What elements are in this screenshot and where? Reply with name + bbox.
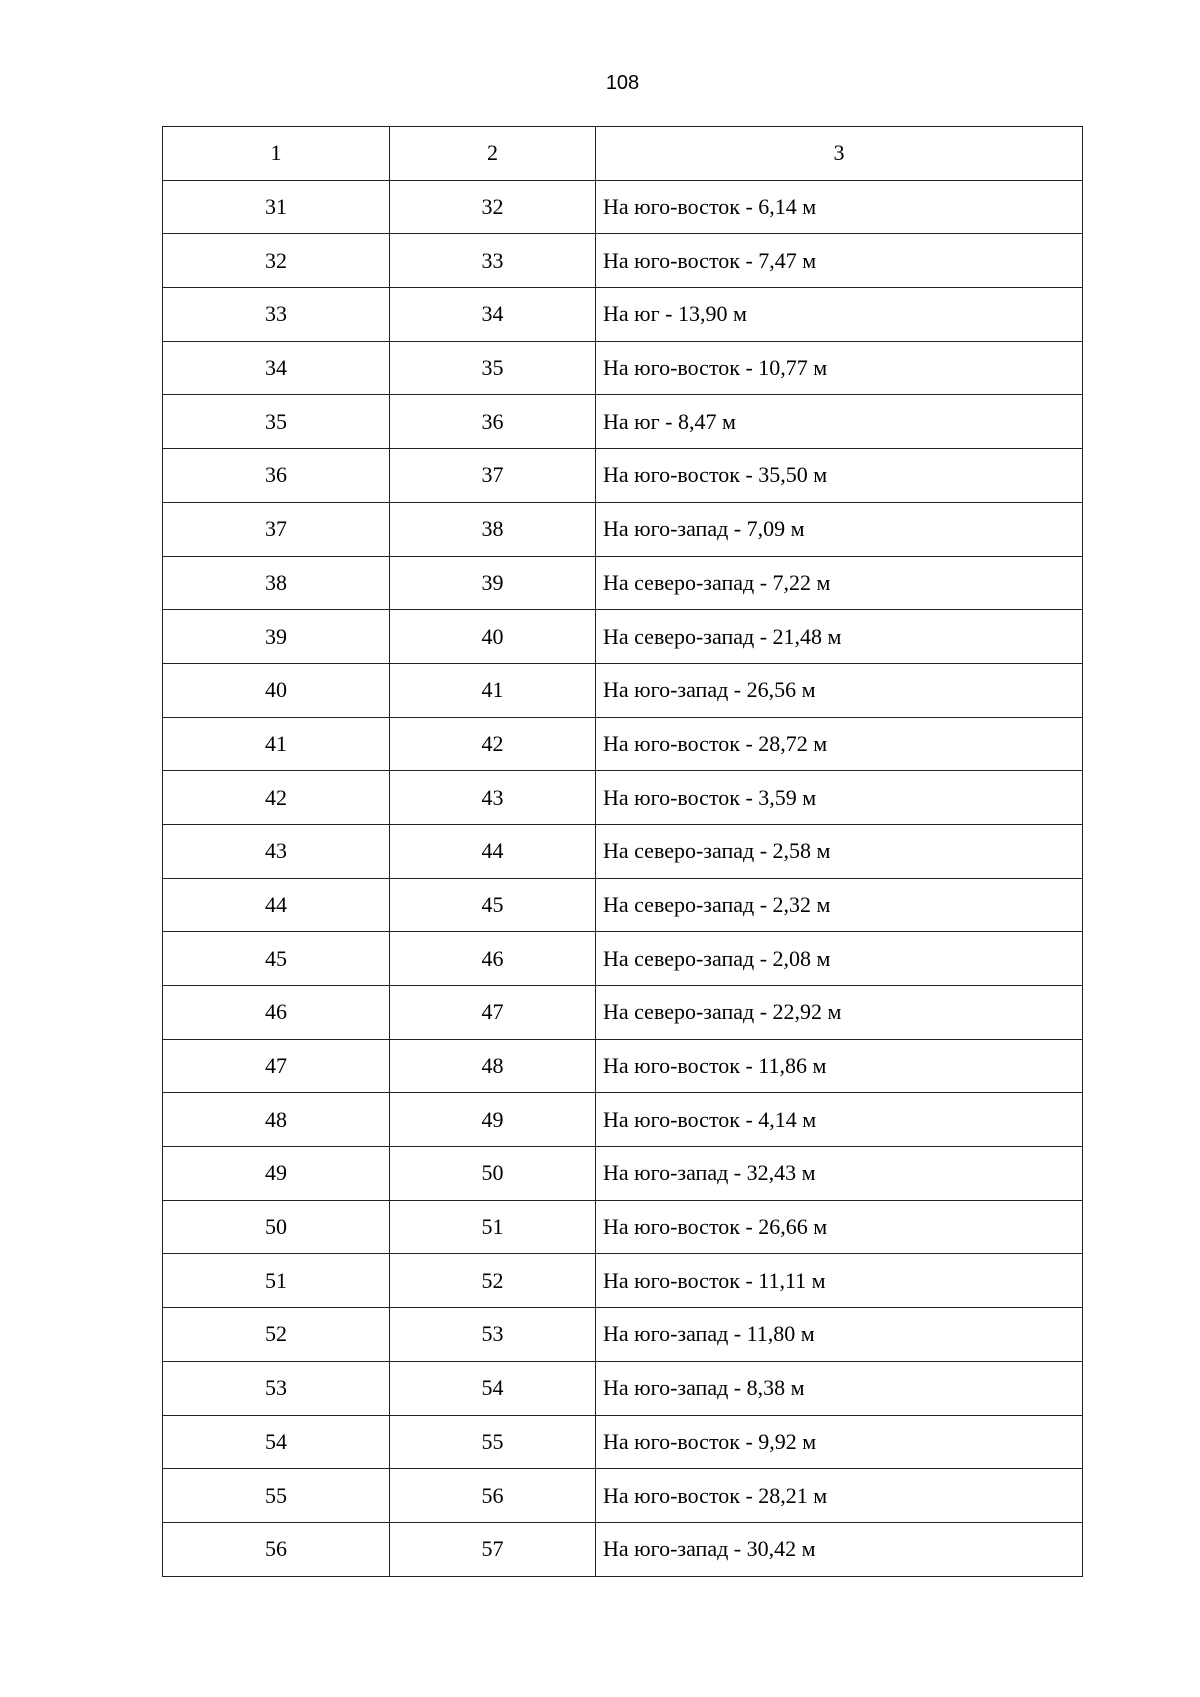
to-point-cell: 52 [390,1254,596,1308]
column-header-3: 3 [596,127,1083,181]
table-row [163,180,1083,234]
direction-distance-cell: На северо-запад - 22,92 м [596,986,1083,1040]
table-row [163,1415,1083,1469]
direction-distance-cell: На юго-восток - 7,47 м [596,234,1083,288]
from-point-cell: 33 [163,288,390,342]
table-row [163,1469,1083,1523]
direction-distance-cell: На юго-запад - 8,38 м [596,1361,1083,1415]
direction-distance-cell: На юго-восток - 6,14 м [596,180,1083,234]
table-row [163,1308,1083,1362]
direction-distance-cell: На северо-запад - 2,32 м [596,878,1083,932]
direction-distance-cell: На юго-восток - 9,92 м [596,1415,1083,1469]
table-row [163,878,1083,932]
to-point-cell: 40 [390,610,596,664]
to-point-cell: 44 [390,824,596,878]
table-row [163,610,1083,664]
direction-distance-cell: На юго-восток - 28,21 м [596,1469,1083,1523]
to-point-cell: 34 [390,288,596,342]
from-point-cell: 44 [163,878,390,932]
from-point-cell: 32 [163,234,390,288]
direction-distance-cell: На северо-запад - 21,48 м [596,610,1083,664]
to-point-cell: 41 [390,663,596,717]
table-row [163,502,1083,556]
table-row [163,663,1083,717]
direction-distance-cell: На северо-запад - 2,58 м [596,824,1083,878]
from-point-cell: 31 [163,180,390,234]
from-point-cell: 54 [163,1415,390,1469]
direction-distance-cell: На юг - 13,90 м [596,288,1083,342]
from-point-cell: 55 [163,1469,390,1523]
direction-distance-cell: На юго-восток - 4,14 м [596,1093,1083,1147]
to-point-cell: 46 [390,932,596,986]
to-point-cell: 35 [390,341,596,395]
from-point-cell: 36 [163,449,390,503]
column-header-1: 1 [163,127,390,181]
direction-distance-cell: На юго-восток - 10,77 м [596,341,1083,395]
direction-distance-cell: На юго-восток - 3,59 м [596,771,1083,825]
to-point-cell: 47 [390,986,596,1040]
table-row [163,1254,1083,1308]
to-point-cell: 57 [390,1522,596,1576]
to-point-cell: 43 [390,771,596,825]
from-point-cell: 45 [163,932,390,986]
from-point-cell: 51 [163,1254,390,1308]
from-point-cell: 41 [163,717,390,771]
direction-distance-cell: На юго-запад - 32,43 м [596,1147,1083,1201]
from-point-cell: 42 [163,771,390,825]
direction-distance-cell: На юго-запад - 11,80 м [596,1308,1083,1362]
from-point-cell: 40 [163,663,390,717]
from-point-cell: 56 [163,1522,390,1576]
table-row [163,449,1083,503]
from-point-cell: 43 [163,824,390,878]
to-point-cell: 36 [390,395,596,449]
to-point-cell: 38 [390,502,596,556]
from-point-cell: 38 [163,556,390,610]
table-row [163,1200,1083,1254]
table-row [163,824,1083,878]
table-row [163,932,1083,986]
table-row [163,1039,1083,1093]
to-point-cell: 53 [390,1308,596,1362]
direction-distance-cell: На юго-запад - 26,56 м [596,663,1083,717]
to-point-cell: 33 [390,234,596,288]
from-point-cell: 46 [163,986,390,1040]
table-row [163,1147,1083,1201]
direction-distance-cell: На юго-восток - 11,86 м [596,1039,1083,1093]
direction-distance-cell: На юго-восток - 35,50 м [596,449,1083,503]
to-point-cell: 48 [390,1039,596,1093]
table-row [163,234,1083,288]
from-point-cell: 37 [163,502,390,556]
from-point-cell: 47 [163,1039,390,1093]
direction-distance-cell: На юго-восток - 11,11 м [596,1254,1083,1308]
to-point-cell: 32 [390,180,596,234]
from-point-cell: 50 [163,1200,390,1254]
table-row [163,556,1083,610]
to-point-cell: 42 [390,717,596,771]
table-row [163,1522,1083,1576]
table-row [163,986,1083,1040]
page-number: 108 [605,72,640,94]
direction-distance-cell: На юго-восток - 26,66 м [596,1200,1083,1254]
to-point-cell: 51 [390,1200,596,1254]
table-row [163,717,1083,771]
to-point-cell: 54 [390,1361,596,1415]
to-point-cell: 45 [390,878,596,932]
table-row [163,1093,1083,1147]
boundary-table [162,126,1083,1577]
from-point-cell: 35 [163,395,390,449]
to-point-cell: 39 [390,556,596,610]
direction-distance-cell: На северо-запад - 7,22 м [596,556,1083,610]
table-row [163,395,1083,449]
table-row [163,771,1083,825]
direction-distance-cell: На юг - 8,47 м [596,395,1083,449]
to-point-cell: 55 [390,1415,596,1469]
table-row [163,341,1083,395]
to-point-cell: 50 [390,1147,596,1201]
table-row [163,288,1083,342]
direction-distance-cell: На юго-восток - 28,72 м [596,717,1083,771]
from-point-cell: 52 [163,1308,390,1362]
from-point-cell: 53 [163,1361,390,1415]
from-point-cell: 39 [163,610,390,664]
to-point-cell: 49 [390,1093,596,1147]
from-point-cell: 49 [163,1147,390,1201]
from-point-cell: 48 [163,1093,390,1147]
from-point-cell: 34 [163,341,390,395]
table-header-row [163,127,1083,181]
direction-distance-cell: На северо-запад - 2,08 м [596,932,1083,986]
table-row [163,1361,1083,1415]
column-header-2: 2 [390,127,596,181]
table-body [163,127,1083,1577]
to-point-cell: 56 [390,1469,596,1523]
direction-distance-cell: На юго-запад - 7,09 м [596,502,1083,556]
to-point-cell: 37 [390,449,596,503]
direction-distance-cell: На юго-запад - 30,42 м [596,1522,1083,1576]
